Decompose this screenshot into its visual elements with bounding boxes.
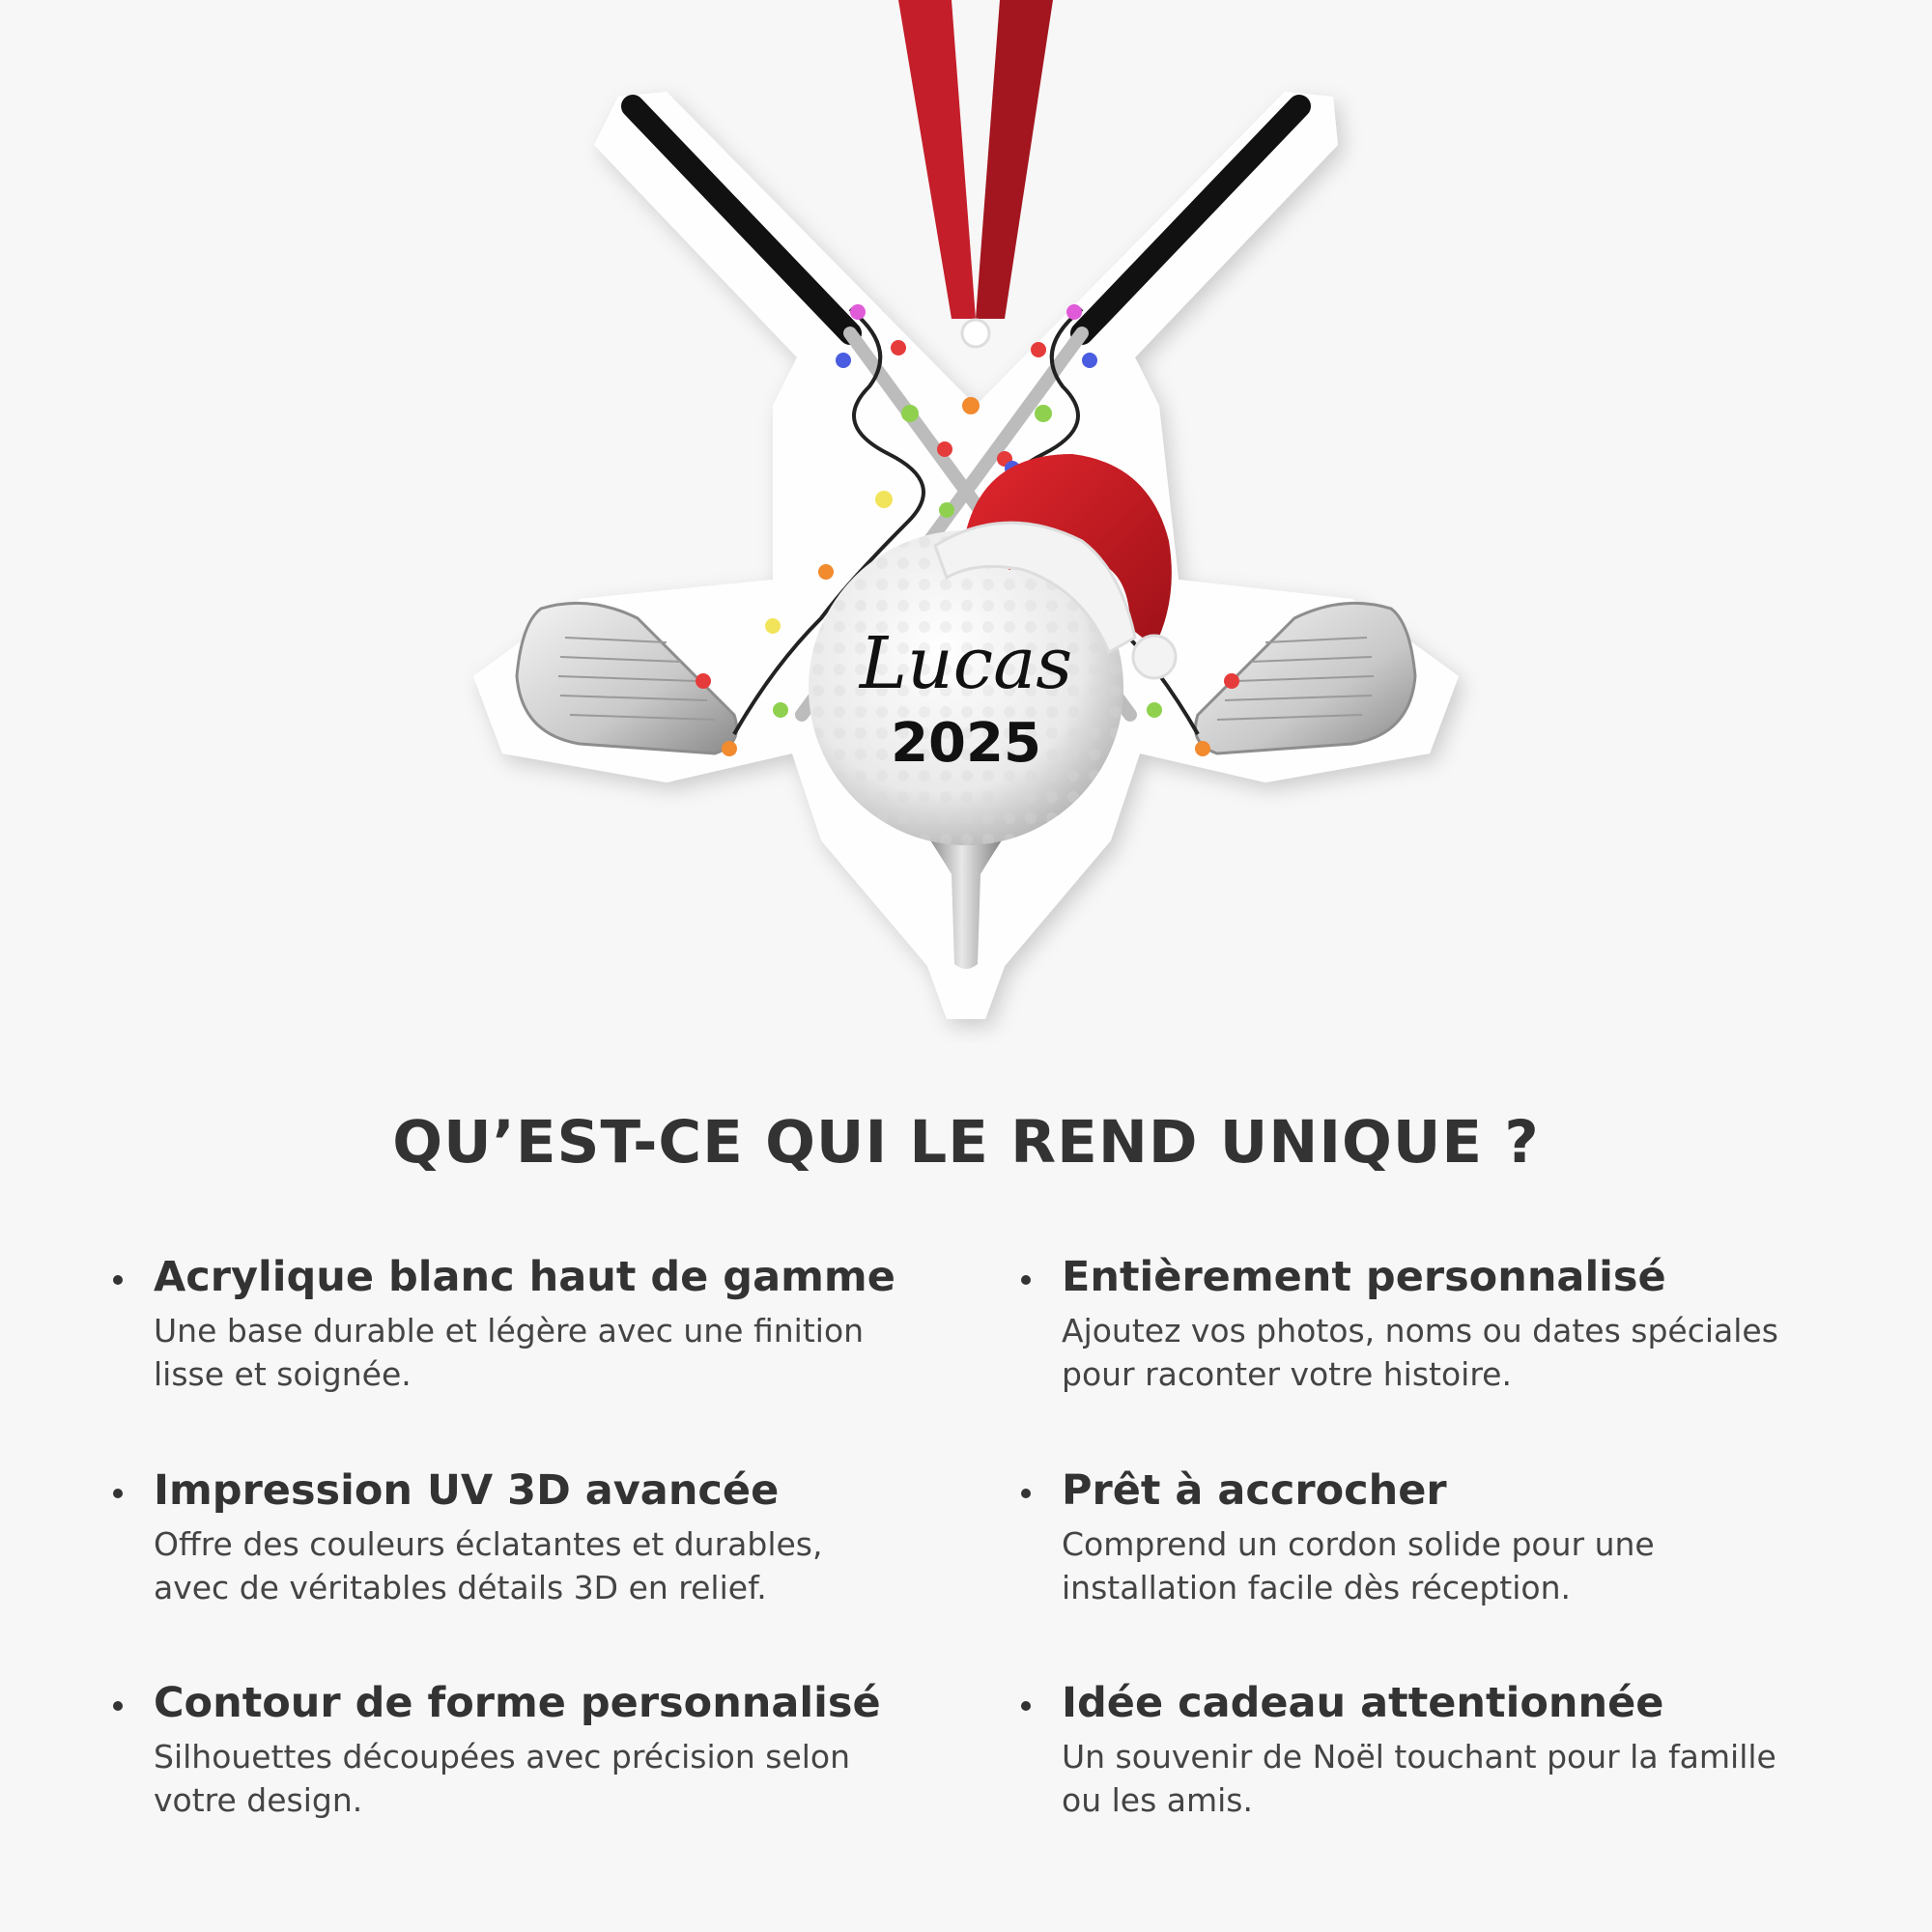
bullet-icon — [1021, 1701, 1031, 1711]
feature-item — [1062, 1674, 1873, 1822]
feature-description-line: Un souvenir de Noël touchant pour la famille — [1062, 1738, 1776, 1776]
ornament-year: 2025 — [891, 712, 1041, 775]
feature-item — [154, 1674, 965, 1822]
feature-item — [1062, 1248, 1873, 1396]
feature-title: Entièrement personnalisé — [1062, 1253, 1666, 1301]
feature-title: Contour de forme personnalisé — [154, 1679, 881, 1727]
feature-description-line: pour raconter votre histoire. — [1062, 1355, 1512, 1393]
feature-item — [154, 1248, 965, 1396]
bullet-icon — [113, 1701, 123, 1711]
feature-item — [1062, 1462, 1873, 1609]
bullet-icon — [113, 1275, 123, 1285]
feature-description — [154, 1735, 965, 1822]
feature-description-line: Offre des couleurs éclatantes et durables, — [154, 1525, 823, 1563]
feature-title: Prêt à accrocher — [1062, 1466, 1447, 1515]
feature-description-line: Silhouettes découpées avec précision selon — [154, 1738, 851, 1776]
feature-description — [154, 1309, 965, 1396]
bullet-icon — [113, 1489, 123, 1498]
feature-description-line: avec de véritables détails 3D en relief. — [154, 1569, 767, 1606]
bullet-icon — [1021, 1275, 1031, 1285]
feature-title: Acrylique blanc haut de gamme — [154, 1253, 895, 1301]
feature-title: Impression UV 3D avancée — [154, 1466, 780, 1515]
ribbon — [898, 0, 1053, 347]
feature-description — [1062, 1522, 1873, 1609]
feature-description-line: ou les amis. — [1062, 1781, 1253, 1819]
feature-description — [1062, 1735, 1873, 1822]
bullet-icon — [1021, 1489, 1031, 1498]
feature-description — [154, 1522, 965, 1609]
feature-description-line: votre design. — [154, 1781, 363, 1819]
feature-description — [1062, 1309, 1873, 1396]
feature-description-line: installation facile dès réception. — [1062, 1569, 1571, 1606]
ornament-name: Lucas — [859, 622, 1073, 705]
feature-item — [154, 1462, 965, 1609]
feature-description-line: Une base durable et légère avec une finition — [154, 1312, 865, 1350]
feature-title: Idée cadeau attentionnée — [1062, 1679, 1664, 1727]
feature-description-line: Comprend un cordon solide pour une — [1062, 1525, 1655, 1563]
section-heading: QU’EST-CE QUI LE REND UNIQUE ? — [392, 1108, 1540, 1177]
feature-description-line: Ajoutez vos photos, noms ou dates spéciales — [1062, 1312, 1778, 1350]
feature-description-line: lisse et soignée. — [154, 1355, 412, 1393]
